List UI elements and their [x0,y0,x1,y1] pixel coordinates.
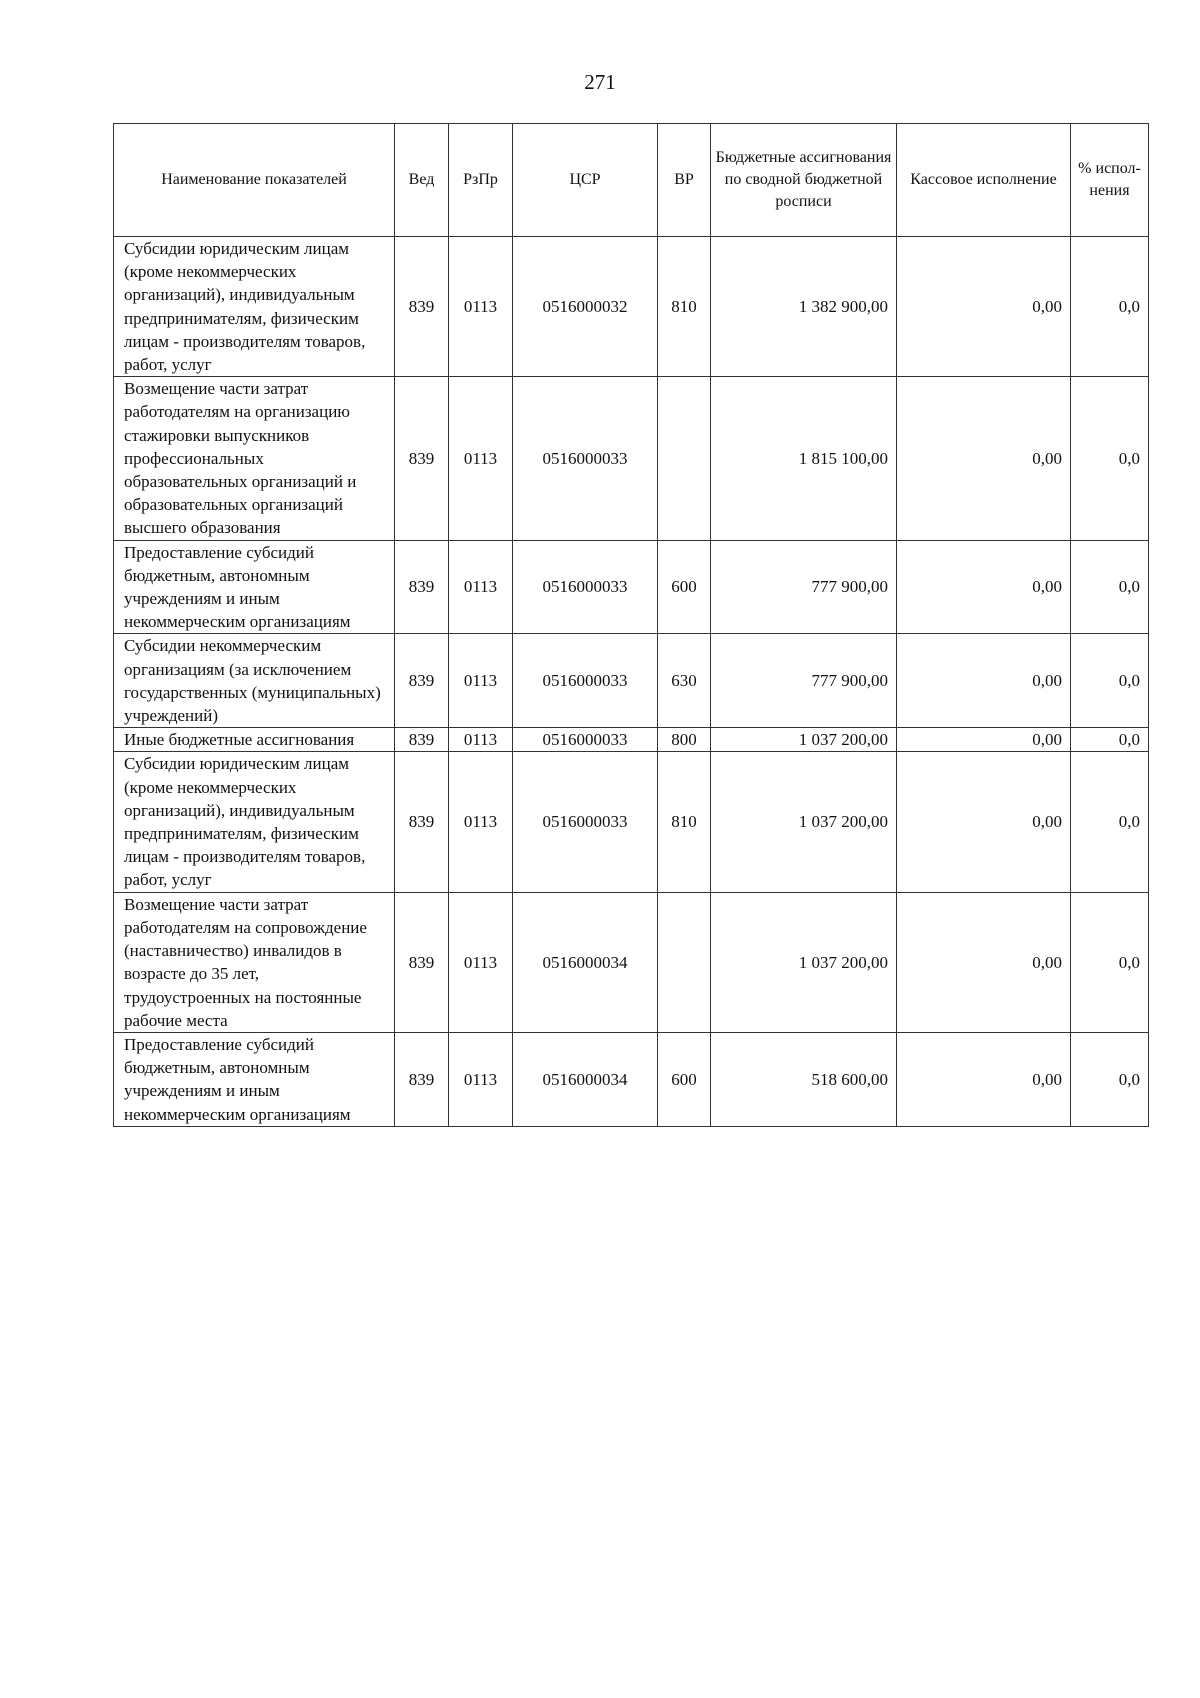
row-name: Возмещение части затрат работодателям на организацию стажировки выпускников профессиональных образовательных организаций и образовательных организаций высшего образования [114,377,395,540]
row-percent: 0,0 [1071,377,1149,540]
row-rzpr: 0113 [449,728,513,752]
row-csr: 0516000034 [513,892,658,1032]
row-cash: 0,00 [897,377,1071,540]
header-name: Наименование показателей [114,124,395,237]
row-allocations: 777 900,00 [711,540,897,634]
header-allocations: Бюджетные ассигнования по сводной бюджетной росписи [711,124,897,237]
row-allocations: 1 037 200,00 [711,752,897,892]
table-row [114,728,1149,752]
row-rzpr: 0113 [449,237,513,377]
row-vr [658,892,711,1032]
row-allocations: 1 037 200,00 [711,892,897,1032]
row-cash: 0,00 [897,634,1071,728]
row-allocations: 1 382 900,00 [711,237,897,377]
row-allocations: 518 600,00 [711,1032,897,1126]
row-allocations: 1 037 200,00 [711,728,897,752]
table-row [114,892,1149,1032]
row-ved: 839 [395,540,449,634]
row-cash: 0,00 [897,237,1071,377]
table-row [114,752,1149,892]
table-row [114,1032,1149,1126]
row-csr: 0516000034 [513,1032,658,1126]
row-percent: 0,0 [1071,752,1149,892]
row-rzpr: 0113 [449,634,513,728]
header-percent: % испол-нения [1071,124,1149,237]
row-ved: 839 [395,892,449,1032]
row-ved: 839 [395,377,449,540]
row-percent: 0,0 [1071,540,1149,634]
row-vr: 630 [658,634,711,728]
row-name: Субсидии юридическим лицам (кроме некоммерческих организаций), индивидуальным предпринимателям, физическим лицам - производителям товаров, работ, услуг [114,752,395,892]
row-percent: 0,0 [1071,892,1149,1032]
row-vr: 800 [658,728,711,752]
row-rzpr: 0113 [449,892,513,1032]
row-name: Субсидии некоммерческим организациям (за исключением государственных (муниципальных) учреждений) [114,634,395,728]
row-vr: 600 [658,540,711,634]
row-csr: 0516000033 [513,634,658,728]
row-name: Иные бюджетные ассигнования [114,728,395,752]
row-csr: 0516000033 [513,540,658,634]
header-vr: ВР [658,124,711,237]
row-vr [658,377,711,540]
table-row [114,377,1149,540]
row-cash: 0,00 [897,540,1071,634]
row-vr: 810 [658,237,711,377]
header-cash: Кассовое исполнение [897,124,1071,237]
row-csr: 0516000033 [513,752,658,892]
row-rzpr: 0113 [449,377,513,540]
row-percent: 0,0 [1071,1032,1149,1126]
row-ved: 839 [395,752,449,892]
row-percent: 0,0 [1071,237,1149,377]
row-name: Предоставление субсидий бюджетным, автономным учреждениям и иным некоммерческим организациям [114,540,395,634]
row-vr: 810 [658,752,711,892]
row-percent: 0,0 [1071,728,1149,752]
row-ved: 839 [395,1032,449,1126]
row-csr: 0516000033 [513,728,658,752]
row-rzpr: 0113 [449,1032,513,1126]
row-csr: 0516000033 [513,377,658,540]
header-ved: Вед [395,124,449,237]
row-ved: 839 [395,634,449,728]
row-cash: 0,00 [897,1032,1071,1126]
table-header-row [114,124,1149,237]
row-name: Возмещение части затрат работодателям на сопровождение (наставничество) инвалидов в возрасте до 35 лет, трудоустроенных на постоянные рабочие места [114,892,395,1032]
header-rzpr: РзПр [449,124,513,237]
row-allocations: 777 900,00 [711,634,897,728]
page-number: 271 [584,70,616,94]
row-rzpr: 0113 [449,540,513,634]
row-ved: 839 [395,237,449,377]
row-cash: 0,00 [897,752,1071,892]
table-row [114,634,1149,728]
budget-table [113,123,1149,1127]
row-csr: 0516000032 [513,237,658,377]
row-rzpr: 0113 [449,752,513,892]
table-row [114,237,1149,377]
table-row [114,540,1149,634]
row-cash: 0,00 [897,892,1071,1032]
header-csr: ЦСР [513,124,658,237]
row-name: Субсидии юридическим лицам (кроме некоммерческих организаций), индивидуальным предпринимателям, физическим лицам - производителям товаров, работ, услуг [114,237,395,377]
row-ved: 839 [395,728,449,752]
row-vr: 600 [658,1032,711,1126]
row-allocations: 1 815 100,00 [711,377,897,540]
row-name: Предоставление субсидий бюджетным, автономным учреждениям и иным некоммерческим организациям [114,1032,395,1126]
row-percent: 0,0 [1071,634,1149,728]
row-cash: 0,00 [897,728,1071,752]
